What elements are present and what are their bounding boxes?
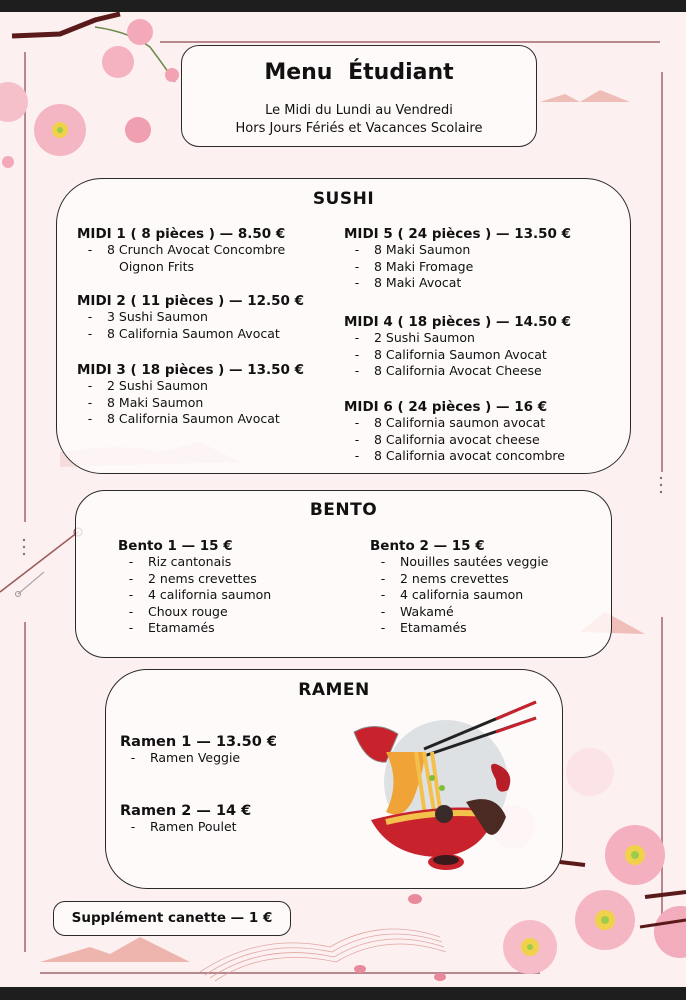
item-title: Bento 1 — 15 € xyxy=(118,538,233,554)
ramen-section xyxy=(105,669,563,889)
header-subtitle-1: Le Midi du Lundi au Vendredi xyxy=(265,103,453,118)
sushi-section xyxy=(56,178,631,474)
item-title: Ramen 1 — 13.50 € xyxy=(120,734,277,750)
header-subtitle-2: Hors Jours Fériés et Vacances Scolaire xyxy=(235,121,483,136)
sushi-midi-5 xyxy=(344,226,571,292)
sushi-midi-2 xyxy=(77,293,304,342)
item-line: - Riz cantonais xyxy=(128,554,232,569)
item-line: - 3 Sushi Saumon xyxy=(87,309,208,324)
sushi-midi-1 xyxy=(77,226,285,275)
item-line: - Etamamés xyxy=(128,620,215,635)
item-line: - 8 California avocat cheese xyxy=(354,431,540,447)
blossom-top-left-icon xyxy=(34,104,86,156)
item-line: - Wakamé xyxy=(380,603,454,619)
item-line: - 8 California saumon avocat xyxy=(354,415,546,430)
item-title: Ramen 2 — 14 € xyxy=(120,803,252,819)
item-line: - Ramen Veggie xyxy=(130,750,241,765)
item-title: Bento 2 — 15 € xyxy=(370,538,485,554)
item-line: - 4 california saumon xyxy=(128,587,272,602)
section-title-bento: BENTO xyxy=(309,500,378,520)
sushi-midi-3 xyxy=(77,362,304,428)
menu-page xyxy=(0,12,686,987)
page-title: Menu Étudiant xyxy=(264,60,454,85)
item-title: MIDI 6 ( 24 pièces ) — 16 € xyxy=(344,399,548,415)
item-title: MIDI 2 ( 11 pièces ) — 12.50 € xyxy=(77,293,305,309)
item-title: MIDI 3 ( 18 pièces ) — 13.50 € xyxy=(77,362,305,378)
item-line: - 8 Maki Avocat xyxy=(354,275,462,290)
item-line: - 8 Maki Saumon xyxy=(354,242,471,257)
item-line: - 8 Maki Saumon xyxy=(87,394,204,410)
item-line: - 2 Sushi Saumon xyxy=(354,330,475,345)
item-line: - 2 nems crevettes xyxy=(128,570,257,586)
ramen-bowl-icon xyxy=(346,692,546,882)
bento-section xyxy=(75,490,612,658)
ramen-2 xyxy=(120,803,251,836)
item-line: - 8 Crunch Avocat Concombre xyxy=(87,242,286,257)
item-line: Oignon Frits xyxy=(119,258,195,274)
item-line: - 8 Maki Fromage xyxy=(354,258,474,274)
section-title-sushi: SUSHI xyxy=(312,189,375,209)
item-line: - Etamamés xyxy=(380,620,467,635)
item-line: - 2 Sushi Saumon xyxy=(87,378,208,393)
bento-2 xyxy=(370,538,548,637)
item-line: - Choux rouge xyxy=(128,603,228,619)
supplement-label: Supplément canette — 1 € xyxy=(71,910,273,926)
header-box xyxy=(181,45,537,147)
item-line: - 8 California Saumon Avocat xyxy=(87,411,280,426)
item-title: MIDI 1 ( 8 pièces ) — 8.50 € xyxy=(77,226,286,242)
item-line: - 2 nems crevettes xyxy=(380,570,509,586)
item-line: - 8 California Saumon Avocat xyxy=(87,325,280,341)
bento-1 xyxy=(118,538,271,637)
section-title-ramen: RAMEN xyxy=(298,680,370,700)
item-title: MIDI 5 ( 24 pièces ) — 13.50 € xyxy=(344,226,572,242)
sushi-midi-6 xyxy=(344,399,565,465)
supplement-box xyxy=(53,901,291,936)
item-title: MIDI 4 ( 18 pièces ) — 14.50 € xyxy=(344,314,572,330)
item-line: - Ramen Poulet xyxy=(130,819,237,834)
item-line: - 8 California Avocat Cheese xyxy=(354,363,542,378)
sushi-midi-4 xyxy=(344,314,571,380)
item-line: - 8 California Saumon Avocat xyxy=(354,346,547,362)
item-line: - Nouilles sautées veggie xyxy=(380,554,549,569)
item-line: - 4 california saumon xyxy=(380,587,524,602)
ramen-1 xyxy=(120,734,277,767)
item-line: - 8 California avocat concombre xyxy=(354,448,565,463)
